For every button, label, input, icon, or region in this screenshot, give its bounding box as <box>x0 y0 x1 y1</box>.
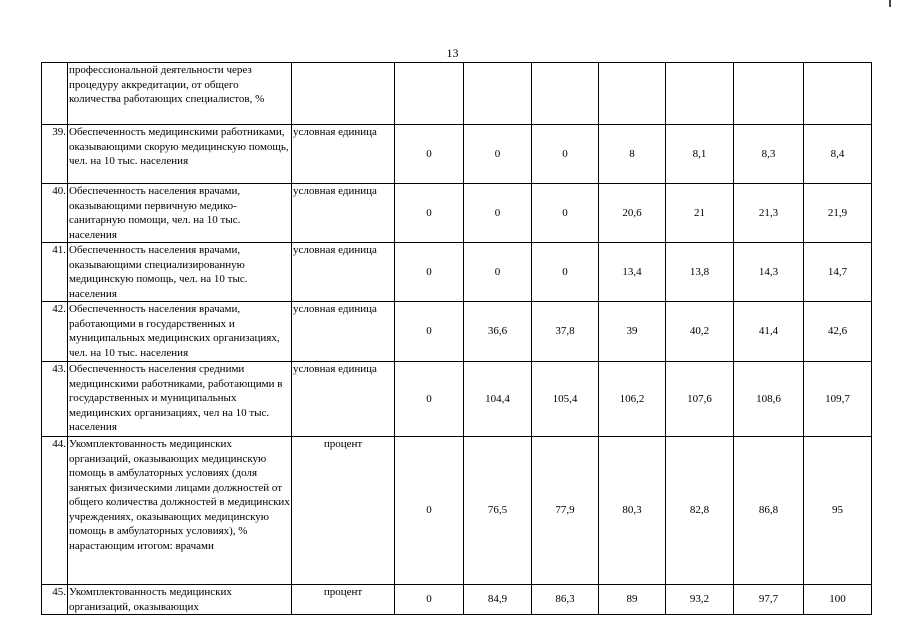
value-cell: 95 <box>804 437 872 585</box>
value-cell: 0 <box>464 125 532 184</box>
indicator-name: Обеспеченность населения средними медицинскими работниками, работающими в государственных и муниципальных медицинских организациях, чел на 10 тыс. населения <box>68 362 292 437</box>
indicator-name: Обеспеченность медицинскими работниками, оказывающими скорую медицинскую помощь, чел. на 10 тыс. населения <box>68 125 292 184</box>
indicator-name: Обеспеченность населения врачами, оказывающими специализированную медицинскую помощь, чел. на 10 тыс. населения <box>68 243 292 302</box>
unit-cell: условная единица <box>292 184 395 243</box>
value-cell: 105,4 <box>532 362 599 437</box>
value-cell: 89 <box>599 585 666 615</box>
indicator-name: Обеспеченность населения врачами, оказывающими первичную медико-санитарную помощи, чел. на 10 тыс. населения <box>68 184 292 243</box>
value-cell <box>532 63 599 125</box>
value-cell: 37,8 <box>532 302 599 362</box>
value-cell: 40,2 <box>666 302 734 362</box>
value-cell: 0 <box>395 125 464 184</box>
value-cell: 14,7 <box>804 243 872 302</box>
indicators-table <box>41 62 872 615</box>
value-cell: 97,7 <box>734 585 804 615</box>
value-cell: 8 <box>599 125 666 184</box>
scan-edge-mark <box>889 0 891 7</box>
value-cell <box>599 63 666 125</box>
value-cell: 0 <box>395 437 464 585</box>
page-number: 13 <box>446 46 459 60</box>
value-cell: 20,6 <box>599 184 666 243</box>
value-cell: 84,9 <box>464 585 532 615</box>
row-number: 45. <box>42 585 68 615</box>
row-number: 39. <box>42 125 68 184</box>
indicator-name: Обеспеченность населения врачами, работающими в государственных и муниципальных медицинских организациях, чел. на 10 тыс. населения <box>68 302 292 362</box>
value-cell: 39 <box>599 302 666 362</box>
row-number: 42. <box>42 302 68 362</box>
row-number: 43. <box>42 362 68 437</box>
value-cell: 86,3 <box>532 585 599 615</box>
value-cell: 0 <box>464 243 532 302</box>
value-cell <box>666 63 734 125</box>
value-cell: 41,4 <box>734 302 804 362</box>
table-row <box>42 184 872 243</box>
value-cell: 104,4 <box>464 362 532 437</box>
unit-cell: условная единица <box>292 125 395 184</box>
value-cell: 76,5 <box>464 437 532 585</box>
value-cell: 36,6 <box>464 302 532 362</box>
unit-cell: условная единица <box>292 243 395 302</box>
value-cell: 80,3 <box>599 437 666 585</box>
value-cell: 8,4 <box>804 125 872 184</box>
value-cell <box>804 63 872 125</box>
value-cell: 100 <box>804 585 872 615</box>
value-cell: 106,2 <box>599 362 666 437</box>
value-cell <box>464 63 532 125</box>
value-cell: 13,4 <box>599 243 666 302</box>
value-cell: 86,8 <box>734 437 804 585</box>
table-row <box>42 243 872 302</box>
value-cell: 82,8 <box>666 437 734 585</box>
indicator-name: Укомплектованность медицинских организаций, оказывающих медицинскую помощь в амбулаторных условиях (доля занятых физическими лицами должностей от общего количества должностей в медицинских учреждениях, оказывающих медицинскую помощь в амбулаторных условиях), % нарастающим итогом: врачами <box>68 437 292 585</box>
value-cell: 21 <box>666 184 734 243</box>
value-cell: 0 <box>464 184 532 243</box>
row-number <box>42 63 68 125</box>
unit-cell: процент <box>292 585 395 615</box>
value-cell: 77,9 <box>532 437 599 585</box>
unit-cell: условная единица <box>292 302 395 362</box>
table-row <box>42 362 872 437</box>
row-number: 44. <box>42 437 68 585</box>
value-cell: 42,6 <box>804 302 872 362</box>
value-cell: 8,3 <box>734 125 804 184</box>
unit-cell <box>292 63 395 125</box>
value-cell: 13,8 <box>666 243 734 302</box>
indicator-name: Укомплектованность медицинских организаций, оказывающих <box>68 585 292 615</box>
value-cell <box>734 63 804 125</box>
value-cell: 0 <box>395 184 464 243</box>
value-cell: 8,1 <box>666 125 734 184</box>
value-cell: 0 <box>532 243 599 302</box>
value-cell: 14,3 <box>734 243 804 302</box>
unit-cell: условная единица <box>292 362 395 437</box>
value-cell: 0 <box>395 362 464 437</box>
table-row <box>42 63 872 125</box>
value-cell: 0 <box>395 243 464 302</box>
row-number: 41. <box>42 243 68 302</box>
value-cell: 0 <box>395 302 464 362</box>
value-cell: 108,6 <box>734 362 804 437</box>
value-cell: 109,7 <box>804 362 872 437</box>
table-row <box>42 437 872 585</box>
value-cell: 0 <box>532 184 599 243</box>
value-cell: 0 <box>532 125 599 184</box>
value-cell: 21,9 <box>804 184 872 243</box>
table-row <box>42 585 872 615</box>
value-cell: 0 <box>395 585 464 615</box>
value-cell: 93,2 <box>666 585 734 615</box>
value-cell: 107,6 <box>666 362 734 437</box>
row-number: 40. <box>42 184 68 243</box>
indicator-name: профессиональной деятельности через процедуру аккредитации, от общего количества работающих специалистов, % <box>68 63 292 125</box>
value-cell <box>395 63 464 125</box>
unit-cell: процент <box>292 437 395 585</box>
value-cell: 21,3 <box>734 184 804 243</box>
table-row <box>42 125 872 184</box>
table-row <box>42 302 872 362</box>
